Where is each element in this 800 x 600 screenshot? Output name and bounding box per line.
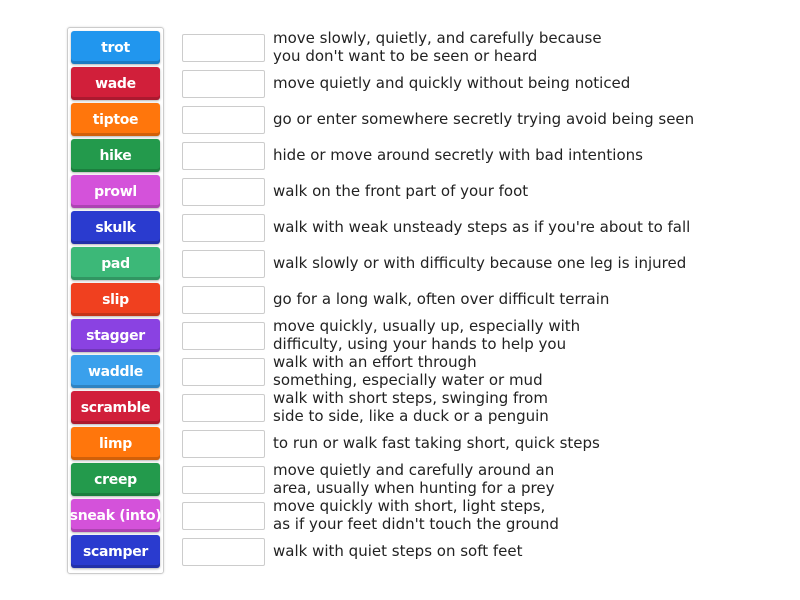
- word-tile[interactable]: scramble: [71, 391, 160, 424]
- definition-text: walk with quiet steps on soft feet: [273, 542, 523, 560]
- definition-text: go or enter somewhere secretly trying avoid being seen: [273, 110, 695, 128]
- definition-text: walk with an effort through something, especially water or mud: [273, 353, 543, 389]
- drop-box[interactable]: [182, 430, 265, 458]
- definition-text: hide or move around secretly with bad intentions: [273, 146, 643, 164]
- word-tile[interactable]: scamper: [71, 535, 160, 568]
- drop-box[interactable]: [182, 142, 265, 170]
- drop-box[interactable]: [182, 34, 265, 62]
- word-tile-bank: [67, 27, 164, 574]
- definition-text: walk with weak unsteady steps as if you're about to fall: [273, 218, 691, 236]
- definition-text: walk on the front part of your foot: [273, 182, 529, 200]
- definition-text: move slowly, quietly, and carefully because you don't want to be seen or heard: [273, 29, 602, 65]
- drop-box[interactable]: [182, 70, 265, 98]
- word-tile[interactable]: tiptoe: [71, 103, 160, 136]
- drop-box[interactable]: [182, 178, 265, 206]
- drop-box[interactable]: [182, 106, 265, 134]
- word-tile[interactable]: limp: [71, 427, 160, 460]
- drop-box[interactable]: [182, 394, 265, 422]
- definition-text: move quietly and carefully around an area, usually when hunting for a prey: [273, 461, 555, 497]
- drop-box[interactable]: [182, 322, 265, 350]
- drop-box[interactable]: [182, 250, 265, 278]
- drop-box[interactable]: [182, 286, 265, 314]
- definition-text: walk slowly or with difficulty because one leg is injured: [273, 254, 687, 272]
- drop-box[interactable]: [182, 214, 265, 242]
- word-tile[interactable]: creep: [71, 463, 160, 496]
- definition-text: move quietly and quickly without being noticed: [273, 74, 631, 92]
- drop-box[interactable]: [182, 502, 265, 530]
- word-tile[interactable]: trot: [71, 31, 160, 64]
- word-tile[interactable]: wade: [71, 67, 160, 100]
- word-tile[interactable]: skulk: [71, 211, 160, 244]
- definition-text: go for a long walk, often over difficult terrain: [273, 290, 610, 308]
- word-tile[interactable]: prowl: [71, 175, 160, 208]
- drop-box[interactable]: [182, 466, 265, 494]
- definition-text: move quickly, usually up, especially with difficulty, using your hands to help you: [273, 317, 581, 353]
- word-tile[interactable]: hike: [71, 139, 160, 172]
- drop-box[interactable]: [182, 358, 265, 386]
- definition-text: move quickly with short, light steps, as if your feet didn't touch the ground: [273, 497, 559, 533]
- definition-text: to run or walk fast taking short, quick steps: [273, 434, 600, 452]
- word-tile[interactable]: waddle: [71, 355, 160, 388]
- drop-box[interactable]: [182, 538, 265, 566]
- word-tile[interactable]: pad: [71, 247, 160, 280]
- word-tile[interactable]: slip: [71, 283, 160, 316]
- definition-text: walk with short steps, swinging from side to side, like a duck or a penguin: [273, 389, 549, 425]
- word-tile[interactable]: sneak (into): [71, 499, 160, 532]
- word-tile[interactable]: stagger: [71, 319, 160, 352]
